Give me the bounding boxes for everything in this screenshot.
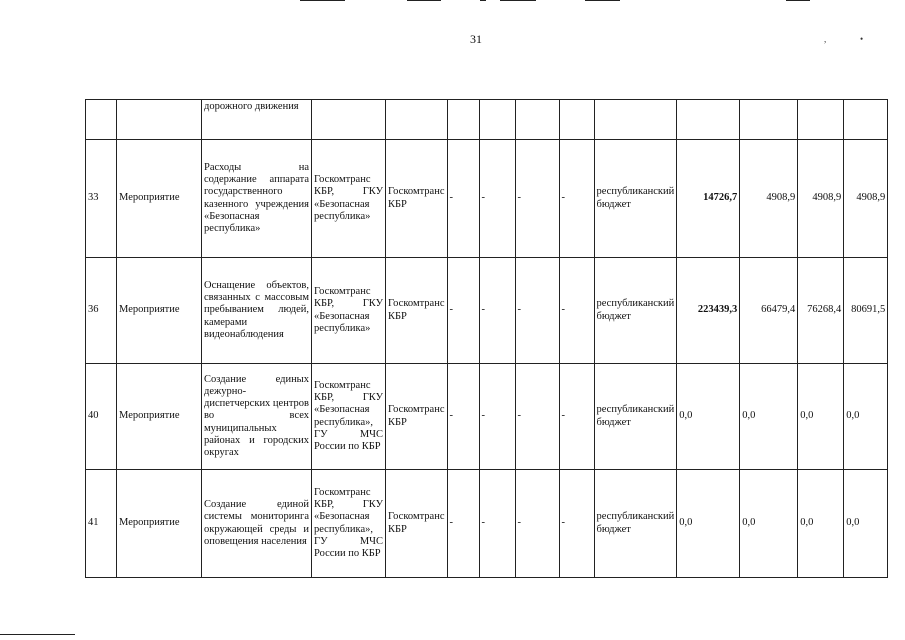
cell-num: 36 [86, 258, 117, 364]
cell-num: 40 [86, 364, 117, 470]
page-number: 31 [470, 32, 482, 46]
cell-dash: - [559, 470, 594, 578]
cell-year-3: 0,0 [844, 470, 888, 578]
cell-executor: Госкомтранс КБР, ГКУ «Безопасная республика» [312, 140, 386, 258]
table-row [86, 470, 888, 578]
cell-executor [312, 100, 386, 140]
cell-dash: - [447, 470, 479, 578]
cell-year-3: 80691,5 [844, 258, 888, 364]
cell-year-2: 4908,9 [798, 140, 844, 258]
table-row [86, 364, 888, 470]
cell-year-3: 4908,9 [844, 140, 888, 258]
cell-year-2: 0,0 [798, 470, 844, 578]
cell-executor: Госкомтранс КБР, ГКУ «Безопасная республика», ГУ МЧС России по КБР [312, 364, 386, 470]
cell-dash [515, 100, 559, 140]
cell-year-3 [844, 100, 888, 140]
cell-type: Мероприятие [117, 258, 202, 364]
cell-num: 33 [86, 140, 117, 258]
cell-description: Создание единой системы мониторинга окружающей среды и оповещения населения [202, 470, 312, 578]
cell-coexecutor: Госкомтранс КБР [386, 364, 448, 470]
cell-dash: - [447, 258, 479, 364]
cell-type: Мероприятие [117, 140, 202, 258]
cell-dash: - [447, 364, 479, 470]
cell-year-2: 0,0 [798, 364, 844, 470]
cell-dash: - [559, 140, 594, 258]
cell-coexecutor: Госкомтранс КБР [386, 470, 448, 578]
cell-total: 14726,7 [677, 140, 740, 258]
cell-dash: - [479, 364, 515, 470]
cell-year-1 [740, 100, 798, 140]
cell-dash: - [515, 258, 559, 364]
cell-source: республиканский бюджет [594, 470, 677, 578]
cell-type [117, 100, 202, 140]
cell-year-3: 0,0 [844, 364, 888, 470]
table-row [86, 258, 888, 364]
cell-year-2: 76268,4 [798, 258, 844, 364]
cell-executor: Госкомтранс КБР, ГКУ «Безопасная республика» [312, 258, 386, 364]
cell-num [86, 100, 117, 140]
cell-description: Расходы на содержание аппарата государственного казенного учреждения «Безопасная республика» [202, 140, 312, 258]
table-row [86, 140, 888, 258]
cell-dash: - [559, 258, 594, 364]
cell-dash: - [515, 364, 559, 470]
cell-dash: - [479, 258, 515, 364]
cell-total: 0,0 [677, 364, 740, 470]
cell-coexecutor: Госкомтранс КБР [386, 140, 448, 258]
cell-dash: - [559, 364, 594, 470]
scan-artifact-line [585, 0, 620, 1]
scan-speck: • [860, 34, 864, 44]
cell-dash [479, 100, 515, 140]
cell-source [594, 100, 677, 140]
cell-source: республиканский бюджет [594, 140, 677, 258]
scan-artifact-line [480, 0, 486, 1]
cell-coexecutor [386, 100, 448, 140]
cell-type: Мероприятие [117, 364, 202, 470]
cell-dash: - [515, 140, 559, 258]
scan-artifact-line [0, 634, 75, 635]
cell-source: республиканский бюджет [594, 364, 677, 470]
cell-description: дорожного движения [202, 100, 312, 140]
cell-total: 0,0 [677, 470, 740, 578]
cell-year-1: 66479,4 [740, 258, 798, 364]
cell-description: Создание единых дежурно-диспетчерских центров во всех муниципальных районах и городских округах [202, 364, 312, 470]
scan-artifact-line [786, 0, 810, 1]
cell-dash [559, 100, 594, 140]
cell-total [677, 100, 740, 140]
cell-year-1: 4908,9 [740, 140, 798, 258]
cell-dash: - [515, 470, 559, 578]
cell-year-1: 0,0 [740, 470, 798, 578]
cell-source: республиканский бюджет [594, 258, 677, 364]
scan-artifact-line [407, 0, 441, 1]
table-row-continuation [86, 100, 888, 140]
cell-year-1: 0,0 [740, 364, 798, 470]
scan-speck: , [824, 34, 827, 44]
cell-description: Оснащение объектов, связанных с массовым пребыванием людей, камерами видеонаблюдения [202, 258, 312, 364]
budget-table [85, 99, 888, 578]
cell-dash: - [447, 140, 479, 258]
scan-artifact-line [500, 0, 536, 1]
cell-dash: - [479, 470, 515, 578]
cell-dash [447, 100, 479, 140]
cell-coexecutor: Госкомтранс КБР [386, 258, 448, 364]
scan-artifact-line [300, 0, 345, 1]
cell-dash: - [479, 140, 515, 258]
cell-year-2 [798, 100, 844, 140]
cell-num: 41 [86, 470, 117, 578]
cell-executor: Госкомтранс КБР, ГКУ «Безопасная республика», ГУ МЧС России по КБР [312, 470, 386, 578]
cell-type: Мероприятие [117, 470, 202, 578]
cell-total: 223439,3 [677, 258, 740, 364]
